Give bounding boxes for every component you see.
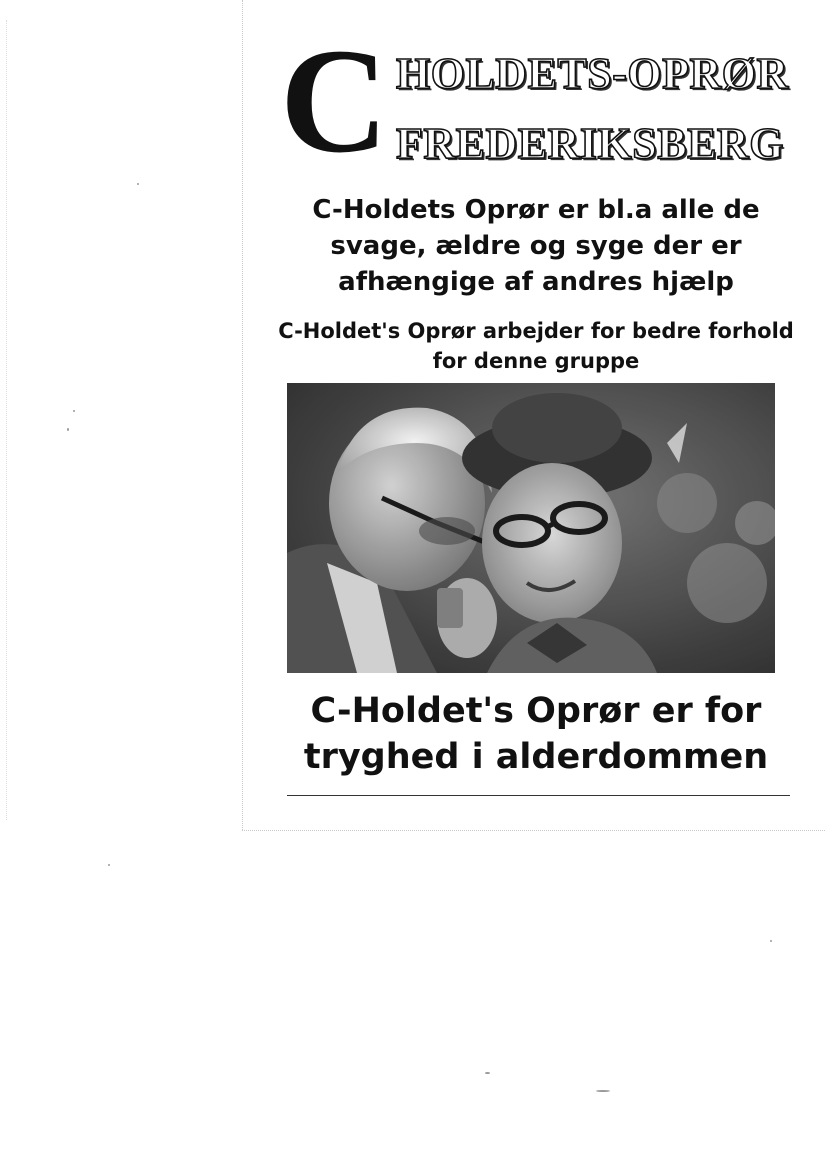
scan-speck (108, 864, 110, 866)
masthead-line-1: HOLDETS-OPRØR (396, 49, 789, 98)
scan-speck (67, 428, 69, 431)
scan-speck (770, 940, 772, 942)
masthead-line-2: FREDERIKSBERG (396, 119, 784, 168)
tagline: C-Holdet's Oprør er for tryghed i alderdommen (303, 691, 769, 777)
scan-speck (596, 1090, 610, 1092)
elderly-couple-photo (287, 383, 775, 673)
scan-speck (73, 410, 75, 412)
bottom-rule (287, 795, 790, 796)
masthead-initial: C (280, 18, 389, 184)
scan-guide-far-left (6, 20, 7, 820)
scan-speck (485, 1072, 490, 1074)
scan-guide-bottom (242, 830, 825, 831)
headline: C-Holdets Oprør er bl.a alle de svage, ældre og syge der er afhængige af andres hjælp (312, 195, 760, 297)
scan-guide-left (242, 0, 243, 830)
masthead (280, 18, 800, 184)
subheadline: C-Holdet's Oprør arbejder for bedre forhold for denne gruppe (278, 319, 794, 373)
scan-speck (137, 183, 139, 185)
